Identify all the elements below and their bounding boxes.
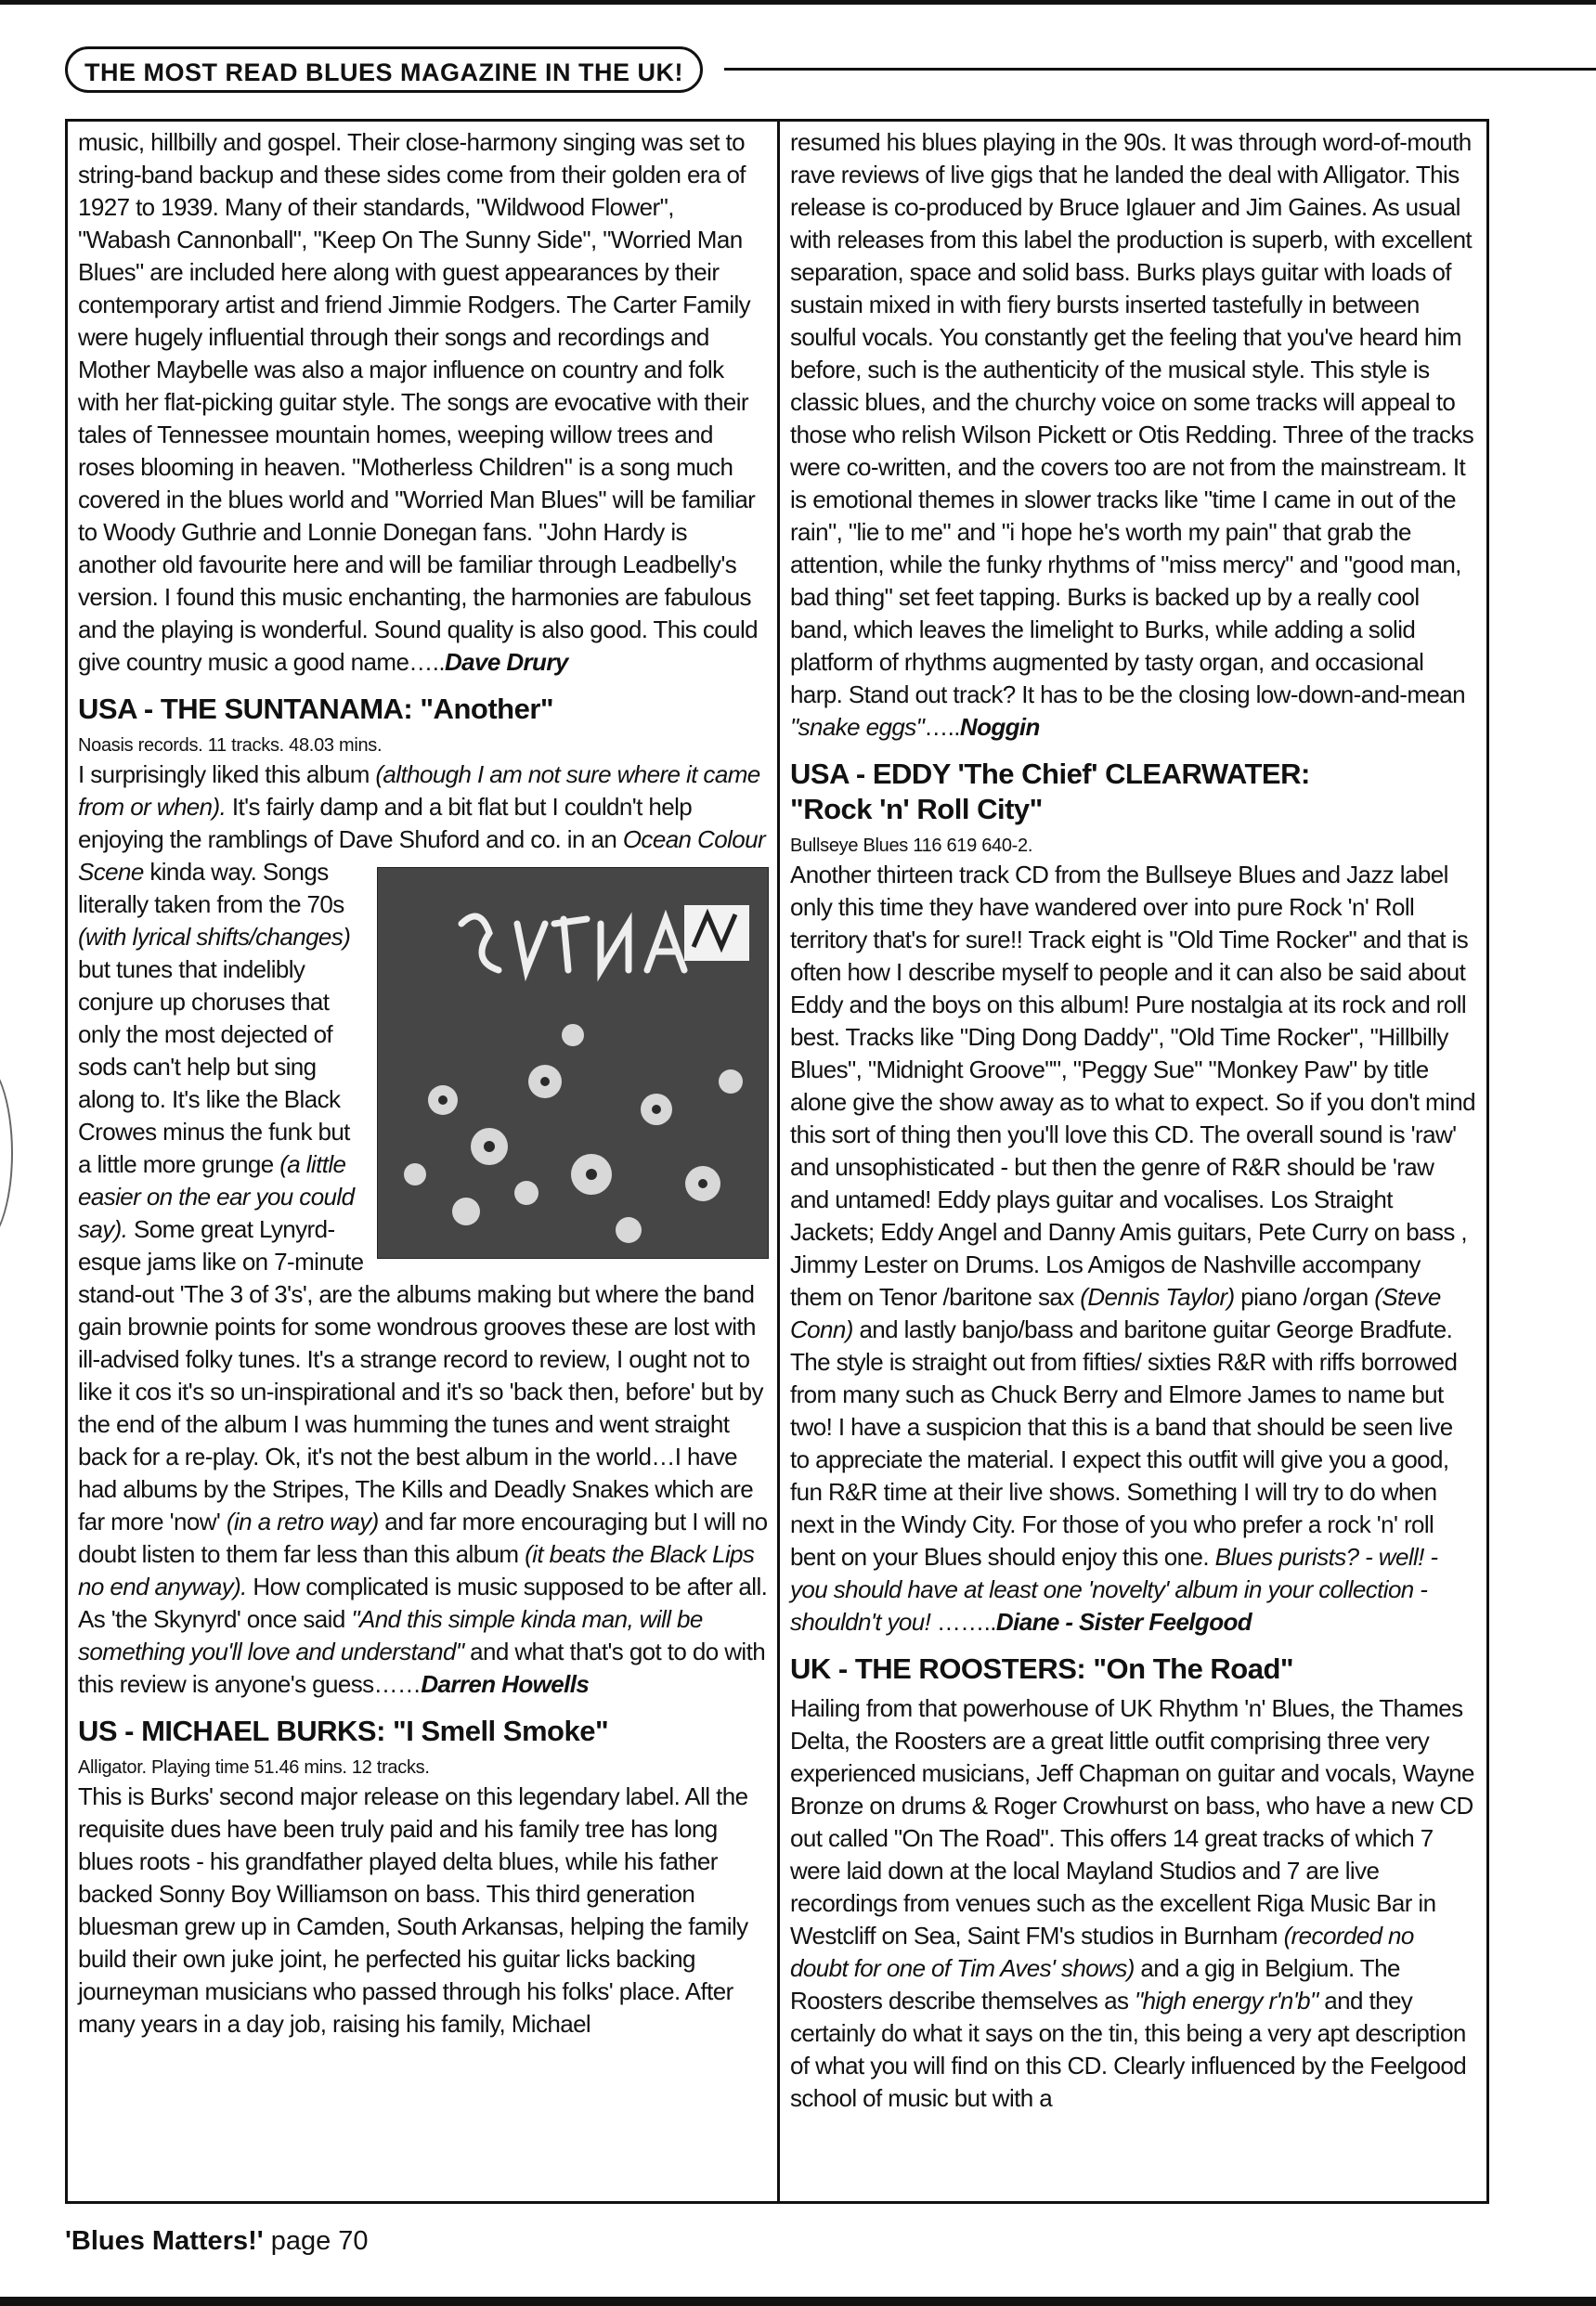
review-continuation: music, hillbilly and gospel. Their close-harmony singing was set to string-band backup and these sides come from their golden era of 1927 to 1939. Many of their standards, "Wildwood Flower", "Wabash Cannonball", "Keep On The Sunny Side", "Worried Man Blues" are included here along with guest appearances by their contemporary artist and friend Jimmie Rodgers. The Carter Family were hugely influential through their songs and recordings and Mother Maybelle was also a major influence on country and folk with her flat-picking guitar style. The songs are evocative with their tales of Tennessee mountain homes, weeping willow trees and roses blooming in heaven. "Motherless Children" is a song much covered in the blues world and "Worried Man Blues" will be familiar to Woody Guthrie and Lonnie Donegan fans. "John Hardy is another old favourite here and will be familiar through Leadbelly's version. I found this music enchanting, the harmonies are fabulous and the playing is wonderful. Sound quality is also good. This could give country music a good name…..Dave Drury [78, 128, 758, 676]
column-divider [777, 119, 780, 2204]
bottom-border [0, 2297, 1596, 2306]
right-column [790, 126, 1477, 2115]
reviewer-signature: Darren Howells [421, 1670, 590, 1698]
release-info: Noasis records. 11 tracks. 48.03 mins. [78, 735, 383, 756]
reviewer-signature: Diane - Sister Feelgood [995, 1608, 1252, 1636]
review-body: Another thirteen track CD from the Bullseye Blues and Jazz label only this time they have wandered over into pure Rock 'n' Roll territory that's for sure!! Track eight is "Old Time Rocker" and that is often how I describe myself to people and it can also be said about Eddy and the boys on this album! Pure nostalgia at its rock and roll best. Tracks like "Ding Dong Daddy", "Old Time Rocker", "Hillbilly Blues", "Midnight Groove"", "Peggy Sue" "Monkey Paw" by title alone give the show away as to what to expect. So if you don't mind this sort of thing then you'll love this CD. The overall sound is 'raw' and unsophisticated - but then the genre of R&R should be 'raw and untamed! Eddy plays guitar and vocalises. Los Straight Jackets; Eddy Angel and Danny Amis guitars, Pete Curry on bass , Jimmy Lester on Drums. Los Amigos de Nashville accompany them on Tenor /baritone sax (Dennis Taylor) piano /organ (Steve Conn) and lastly banjo/bass and baritone guitar George Bradfute. The style is straight out from fifties/ sixties R&R with riffs borrowed from many such as Chuck Berry and Elmore James to name but two! I have a suspicion that this is a band that should be seen live to appreciate the material. I expect this outfit will give you a good, fun R&R time at their live shows. Something I will try to do when next in the Windy City. For those of you who prefer a rock 'n' roll bent on your Blues should enjoy this one. Blues purists? - well! - you should have at least one 'novelty' album in your collection - shouldn't you! ……..Diane - Sister Feelgood [790, 861, 1475, 1636]
review-heading: USA - THE SUNTANAMA: "Another" [78, 693, 554, 725]
reviewer-signature: Noggin [959, 713, 1040, 741]
review-continuation: resumed his blues playing in the 90s. It was through word-of-mouth rave reviews of live gigs that he landed the deal with Alligator. This release is co-produced by Bruce Iglauer and Jim Gaines. As usual with releases from this label the production is superb, with excellent separation, space and solid bass. Burks plays guitar with loads of sustain mixed in with fiery bursts inserted tastefully in between soulful vocals. You constantly get the feeling that you've heard him before, such is the authenticity of the musical style. This style is classic blues, and the churchy voice on some tracks will appeal to those who relish Wilson Pickett or Otis Redding. Three of the tracks were co-written, and the covers too are not from the mainstream. It is emotional themes in slower tracks like "time I came in out of the rain", "lie to me" and "i hope he's worth my pain" that grab the attention, while the funky rhythms of "miss mercy" and "good man, bad thing" set feet tapping. Burks is backed up by a really cool band, which leaves the limelight to Burks, while adding a solid platform of rhythms augmented by tasty organ, and occasional harp. Stand out track? It has to be the closing low-down-and-mean "snake eggs"…..Noggin [790, 128, 1474, 741]
margin-hole-mark [0, 1058, 13, 1248]
left-column [78, 126, 769, 2040]
reviewer-signature: Dave Drury [444, 648, 568, 676]
review-heading: UK - THE ROOSTERS: "On The Road" [790, 1652, 1294, 1685]
page-number: page 70 [270, 2226, 369, 2256]
page-footer [65, 2226, 369, 2257]
release-info: Alligator. Playing time 51.46 mins. 12 tracks. [78, 1757, 430, 1778]
top-border [0, 0, 1596, 5]
review-body: This is Burks' second major release on this legendary label. All the requisite dues have been truly paid and his family tree has long blues roots - his grandfather played delta blues, while his father backed Sonny Boy Williamson on bass. This third generation bluesman grew up in Camden, South Arkansas, helping the family build their own juke joint, he perfected his guitar licks backing journeyman musicians who passed through his folks' place. After many years in a day job, raising his family, Michael [78, 1782, 748, 2038]
review-body: Hailing from that powerhouse of UK Rhythm 'n' Blues, the Thames Delta, the Roosters are a great little outfit comprising three very experienced musicians, Jeff Chapman on guitar and vocals, Wayne Bronze on drums & Roger Crowhurst on bass, who have a new CD out called "On The Road". This offers 14 great tracks of which 7 were laid down at the local Mayland Studios and 7 are live recordings from venues such as the excellent Riga Music Bar in Westcliff on Sea, Saint FM's studios in Burnham (recorded no doubt for one of Tim Aves' shows) and a gig in Belgium. The Roosters describe themselves as "high energy r'n'b" and they certainly do what it says on the tin, this being a very apt description of what you will find on this CD. Clearly influenced by the Feelgood school of music but with a [790, 1694, 1474, 2112]
header-rule [724, 68, 1596, 71]
masthead-banner: THE MOST READ BLUES MAGAZINE IN THE UK! [65, 46, 703, 93]
release-info: Bullseye Blues 116 619 640-2. [790, 836, 1033, 856]
review-heading: USA - EDDY 'The Chief' CLEARWATER: "Rock 'n' Roll City" [790, 758, 1310, 825]
review-heading: US - MICHAEL BURKS: "I Smell Smoke" [78, 1715, 609, 1747]
album-cover-image [377, 867, 769, 1259]
review-body: I surprisingly liked this album (although I am not sure where it came from or when). It's fairly damp and a bit flat but I couldn't help enjoying the ramblings of Dave Shuford and co. in an Ocean Colour Scene kinda way. Songs literally taken from the 70s (with lyrical shifts/changes) but tunes that indelibly conjure up choruses that only the most dejected of sods can't help but sing along to. It's like the Black Crowes minus the funk but a little more grunge (a little easier on the ear you could say). Some great Lynyrd-esque jams like on 7-minute stand-out 'The 3 of 3's', are the albums making but where the band gain brownie points for some wondrous grooves these are lost with ill-advised folky tunes. It's a strange record to review, I ought not to like it cos it's so un-inspirational and it's so 'back then, before' but by the end of the album I was humming the tunes and went straight back for a re-play. Ok, it's not the best album in the world…I have had albums by the Stripes, The Kills and Deadly Snakes which are far more 'now' (in a retro way) and far more encouraging but I will no doubt listen to them far less than this album (it beats the Black Lips no end anyway). How complicated is music supposed to be after all. As 'the Skynyrd' once said "And this simple kinda man, will be something you'll love and understand" and what that's got to do with this review is anyone's guess……Darren Howells [78, 760, 768, 1698]
magazine-name: 'Blues Matters!' [65, 2226, 264, 2256]
